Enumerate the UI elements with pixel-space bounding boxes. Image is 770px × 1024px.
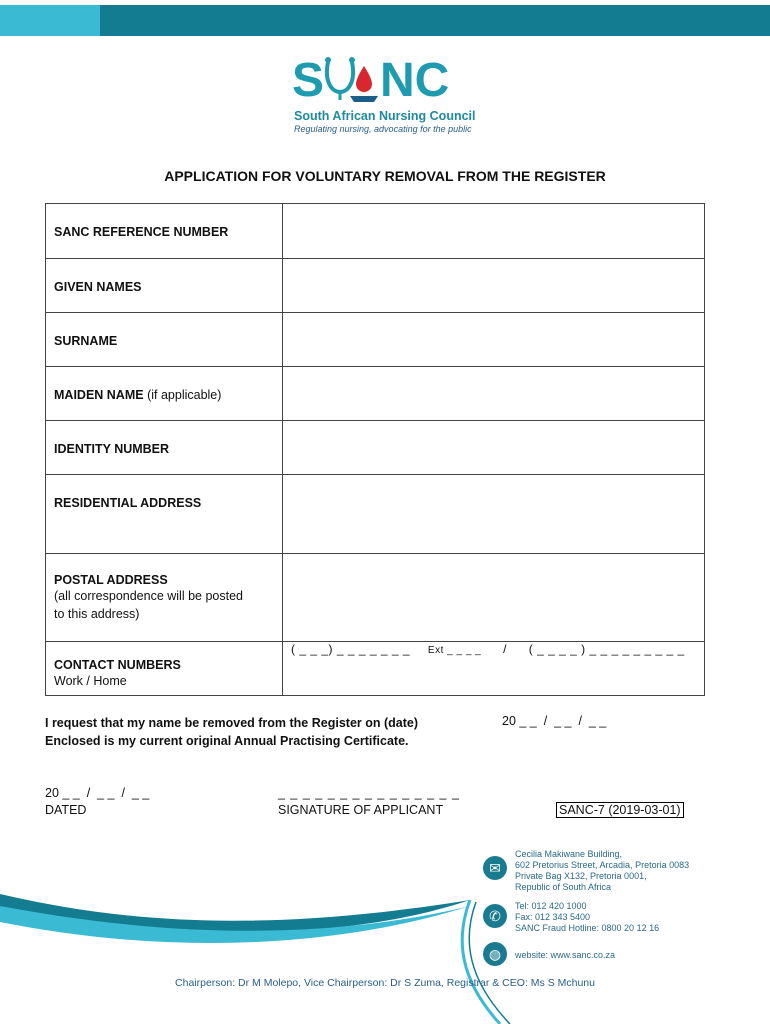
label-text: CONTACT NUMBERS [54, 658, 181, 672]
input-given-names[interactable] [283, 259, 705, 313]
svg-text:NC: NC [380, 54, 450, 104]
work-phone-placeholder: ( _ _ _) _ _ _ _ _ _ _ [291, 642, 411, 656]
label-contact-numbers [46, 642, 283, 696]
home-phone-placeholder: ( _ _ _ _ ) _ _ _ _ _ _ _ _ _ [528, 642, 685, 656]
label-note: (all correspondence will be posted [54, 589, 243, 603]
footer-address [515, 849, 689, 893]
globe-icon: ◍ [483, 942, 507, 966]
label-text: IDENTITY NUMBER [54, 442, 170, 456]
footer-website[interactable]: website: www.sanc.co.za [515, 950, 616, 960]
phone-line: Tel: 012 420 1000 [515, 901, 587, 911]
input-maiden-name[interactable] [283, 367, 705, 421]
label-note: (if applicable) [147, 388, 222, 402]
address-line: Private Bag X132, Pretoria 0001, [515, 871, 647, 881]
svg-text:S: S [292, 54, 325, 104]
input-identity-number[interactable] [283, 421, 705, 475]
address-line: Cecilia Makiwane Building, [515, 849, 623, 859]
form-number: SANC-7 (2019-03-01) [556, 802, 684, 818]
removal-request-statement [45, 714, 418, 750]
removal-date-field[interactable]: 20 _ _ / _ _ / _ _ [502, 714, 607, 728]
label-postal-address [46, 554, 283, 642]
chairperson-line: Chairperson: Dr M Molepo, Vice Chairperson: Dr S Zuma, Registrar & CEO: Ms S Mchunu [175, 977, 595, 989]
signature-field[interactable]: _ _ _ _ _ _ _ _ _ _ _ _ _ _ _ [278, 786, 460, 800]
label-text: SURNAME [54, 334, 118, 348]
org-name: South African Nursing Council [294, 109, 476, 123]
input-surname[interactable] [283, 313, 705, 367]
address-line: 602 Pretorius Street, Arcadia, Pretoria 0083 [515, 860, 690, 870]
request-line: I request that my name be removed from the Register on (date) [45, 716, 418, 730]
label-text: SANC REFERENCE NUMBER [54, 225, 229, 239]
label-given-names [46, 259, 283, 313]
input-sanc-reference[interactable] [283, 204, 705, 259]
input-residential-address[interactable] [283, 475, 705, 554]
sanc-logo-mark [292, 52, 472, 104]
form-title: APPLICATION FOR VOLUNTARY REMOVAL FROM THE REGISTER [164, 168, 606, 184]
phone-icon: ✆ [483, 904, 507, 928]
input-postal-address[interactable] [283, 554, 705, 642]
dated-label: DATED [45, 803, 87, 817]
certificate-line: Enclosed is my current original Annual Practising Certificate. [45, 734, 409, 748]
signature-label: SIGNATURE OF APPLICANT [278, 803, 444, 817]
input-contact-numbers[interactable] [283, 642, 705, 696]
label-note: Work / Home [54, 674, 127, 688]
header-bar-accent [0, 5, 100, 36]
label-maiden-name [46, 367, 283, 421]
footer-phones [515, 901, 659, 934]
mail-icon: ✉ [483, 856, 507, 880]
application-form-table [45, 203, 705, 696]
label-text: RESIDENTIAL ADDRESS [54, 496, 202, 510]
header-bar [100, 5, 770, 36]
phone-line: SANC Fraud Hotline: 0800 20 12 16 [515, 923, 660, 933]
label-text: MAIDEN NAME [54, 388, 144, 402]
label-identity-number [46, 421, 283, 475]
label-surname [46, 313, 283, 367]
label-note: to this address) [54, 607, 140, 621]
label-text: POSTAL ADDRESS [54, 573, 168, 587]
signing-date-field[interactable]: 20 _ _ / _ _ / _ _ [45, 786, 150, 800]
label-sanc-reference [46, 204, 283, 259]
extension-placeholder: Ext _ _ _ _ [427, 645, 482, 656]
label-text: GIVEN NAMES [54, 280, 142, 294]
label-residential-address [46, 475, 283, 554]
org-tagline: Regulating nursing, advocating for the public [294, 124, 472, 134]
phone-separator: / [503, 642, 507, 656]
phone-line: Fax: 012 343 5400 [515, 912, 591, 922]
sanc-logo [292, 52, 482, 134]
address-line: Republic of South Africa [515, 882, 612, 892]
